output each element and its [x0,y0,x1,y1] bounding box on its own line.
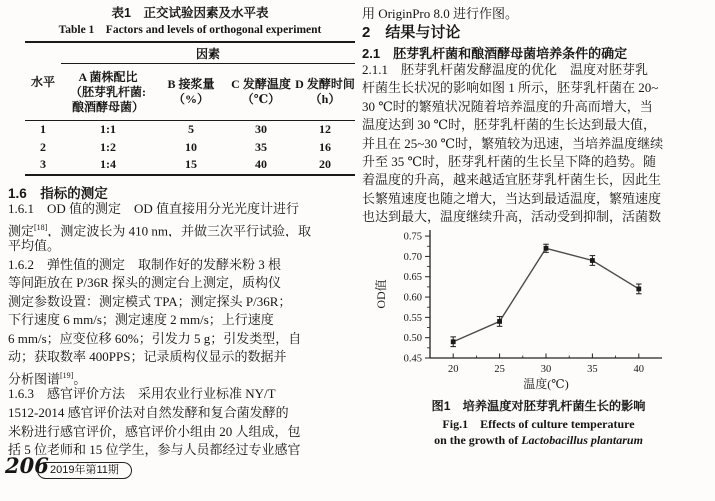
svg-text:20: 20 [447,364,459,375]
species-name: Lactobacillus plantarum [521,433,643,447]
od-temperature-line-chart [372,226,708,398]
section-heading-1-6: 1.6 指标的测定 [8,186,108,201]
orthogonal-factors-table [25,41,355,176]
svg-text:25: 25 [494,364,505,375]
table-cell: 10 [185,139,197,154]
table-header-col-b: B 接浆量 （%） [155,64,227,121]
table-cell: 40 [255,157,267,172]
table-cell: 1:1 [100,122,116,137]
caption-text: on the growth of [434,433,522,447]
text-line: 括 5 位老师和 15 位学生，参与人员都经过专业感官 [8,442,301,458]
reference-superscript: [18] [34,222,48,232]
page-number: 206 [5,453,49,478]
text-line: 等间距放在 P/36R 探头的测定台上测定，质构仪 [8,275,282,291]
table-cell: 30 [255,122,267,137]
table-cell: 15 [185,157,197,172]
svg-text:0.45: 0.45 [403,353,422,365]
text-line: 测定[18]，测定波长为 410 nm，并做三次平行试验，取 [8,222,311,238]
table-header-factors-group: 因素 [61,42,355,64]
table-cell: 1 [40,122,46,137]
text-line: 分析图谱[19]。 [8,370,87,386]
figure-caption-en-line1: Fig.1 Effects of culture temperature [442,417,635,431]
text-line: 6 mm/s；应变位移 60%；引发力 5 g；引发类型，自 [8,330,302,346]
text-line: 30 ℃时的繁殖状况随着培养温度的升高而增大，当 [362,98,653,114]
left-column-paragraphs [8,200,358,460]
table-cell: 16 [319,139,331,154]
table-title-zh: 表1 正交试验因素及水平表 [111,6,269,20]
table-cell: 12 [319,122,331,137]
svg-text:温度(℃): 温度(℃) [523,377,569,391]
svg-text:30: 30 [540,364,552,375]
text-line: 温度达到 30 ℃时，胚芽乳杆菌的生长达到最大值， [362,117,657,133]
table-title-en: Table 1 Factors and levels of orthogonal experiment [58,24,322,36]
text-line: 长繁殖速度也随之增大，当达到最适温度，繁殖速度 [362,190,662,206]
text-line: 升至 35 ℃时，胚芽乳杆菌的生长呈下降的趋势。随 [362,153,657,169]
svg-text:0.65: 0.65 [403,272,422,284]
text-line: 下行速度 6 mm/s；测定速度 2 mm/s；上行速度 [8,312,274,328]
intro-line: 用 OriginPro 8.0 进行作图。 [362,6,519,21]
text-line: 着温度的升高，越来越适宜胚芽乳杆菌生长，因此生 [362,172,662,188]
svg-text:0.60: 0.60 [403,292,422,304]
table-cell: 3 [40,157,46,172]
text-line: 1.6.1 OD 值的测定 OD 值直接用分光光度计进行 [8,201,300,216]
text-line: 并且在 25~30 ℃时，繁殖较为迅速，当培养温度继续 [362,135,664,151]
text-line: 2.1.1 胚芽乳杆菌发酵温度的优化 温度对胚芽乳 [362,62,649,77]
text-line: 也达到最大，温度继续升高，活动受到抑制，活菌数 [362,209,662,225]
table-cell: 20 [319,157,331,172]
svg-text:40: 40 [633,364,645,375]
table-row [25,121,355,139]
table-cell: 5 [188,122,194,137]
reference-superscript: [19] [60,370,74,380]
text-line: 米粉进行感官评价，感官评价小组由 20 人组成，包 [8,423,301,439]
text-line: 1512-2014 感官评价法对自然发酵和复合菌发酵的 [8,405,289,421]
text-line: 动；获取数率 400PPS；记录质构仪显示的数据并 [8,349,287,365]
svg-text:0.75: 0.75 [403,231,422,243]
table-cell: 1:2 [100,139,116,154]
text-line: 1.6.2 弹性值的测定 取制作好的发酵米粉 3 根 [8,256,282,272]
table-cell: 35 [255,139,267,154]
text-line: 测定参数设置：测定模式 TPA；测定探头 P/36R； [8,293,292,309]
text-line: 平均值。 [8,238,61,254]
table-header-col-c: C 发酵温度 （℃） [227,64,295,121]
svg-text:0.70: 0.70 [403,251,422,263]
svg-text:0.55: 0.55 [403,312,422,324]
figure-caption-en-line2 [362,433,715,448]
table-header-col-a: A 菌株配比 （胚芽乳杆菌: 酿酒酵母菌） [61,64,155,121]
section-heading-2: 2 结果与讨论 [362,24,461,41]
table-header-col-d: D 发酵时间 （h） [295,64,355,121]
table-header-level: 水平 [25,42,61,121]
table-cell: 1:4 [100,157,116,172]
text-line: 1.6.3 感官评价方法 采用农业行业标准 NY/T [8,386,276,402]
svg-text:OD值: OD值 [374,279,388,309]
table-cell: 2 [40,139,46,154]
issue-badge: 2019年第11期 [37,462,132,479]
table-row [25,156,355,175]
right-column-paragraphs [362,61,715,227]
table-row [25,139,355,157]
text-line: 杆菌生长状况的影响如图 1 所示，胚芽乳杆菌在 20~ [362,80,659,96]
figure-caption-zh: 图1 培养温度对胚芽乳杆菌生长的影响 [431,399,646,413]
svg-text:0.50: 0.50 [403,333,422,345]
svg-text:35: 35 [587,364,598,375]
section-heading-2-1: 2.1 胚芽乳杆菌和酿酒酵母菌培养条件的确定 [362,46,628,61]
figure-1-chart [372,226,708,398]
